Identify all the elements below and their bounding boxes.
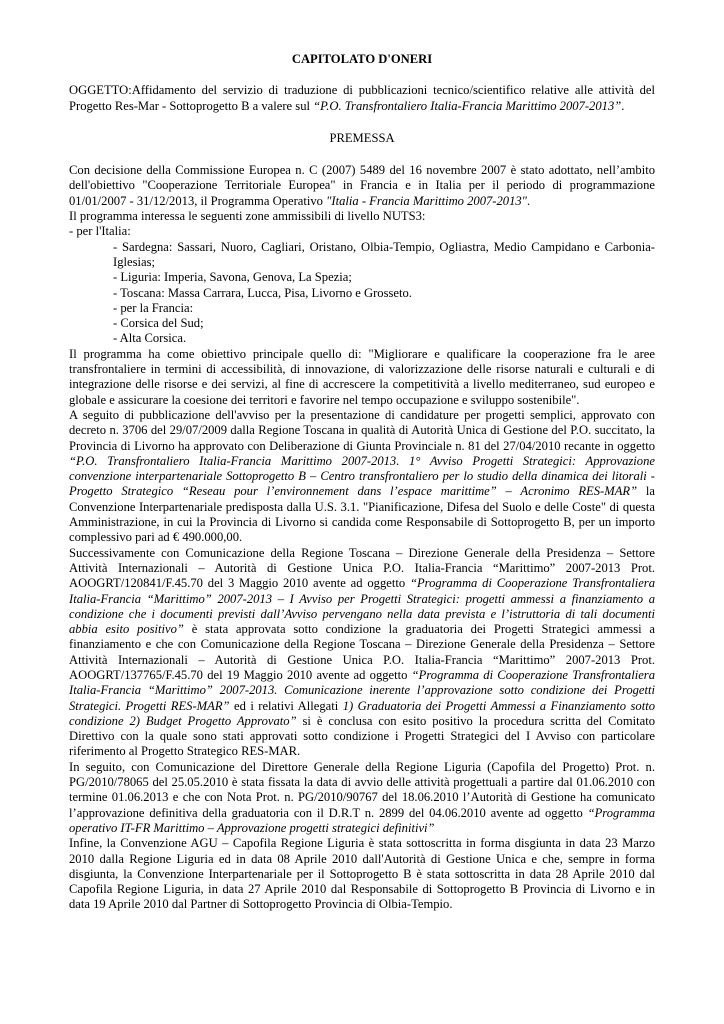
oggetto-text: Affidamento del servizio di traduzione di pubblicazioni tecnico/scientifico relative alle attività del Progetto Res-Mar - Sottoprogetto B a valere sul [69,83,655,113]
per-italia: - per l'Italia: [69,224,131,239]
succ-text-e: ed i relativi Allegati [229,698,343,713]
list-item: - Corsica del Sud; [113,316,204,331]
succ-italic-b: “Programma di Cooperazione Transfrontaliera Italia-Francia “Marittimo” 2007-2013 – I Avviso per Progetti Strategici: progetti ammessi a finanziamento a condizione che i documenti previsti dall’Avviso pervengano nella data prevista e l’istruttoria di tali documenti abbia esito positivo” [69,576,656,637]
avviso-text-c: la Convenzione Interpartenariale predisposta dalla U.S. 3.1. "Pianificazione, Difesa del Suolo e delle Coste" di questa Amministrazione, in cui la Provincia di Livorno si candida come Responsabile di Sottoprogetto B, per un importo complessivo pari ad € 490.000,00. [69,484,655,545]
premessa-heading: PREMESSA [329,130,395,145]
intro-end: . [526,193,531,208]
succ-text-g: si è conclusa con esito positivo la procedura scritta del Comitato Direttivo con la quale sono stati approvati sotto condizione i Progetti Strategici del I Avviso con particolare riferimento al Progetto Strategico RES-MAR. [69,713,655,759]
obiettivo-paragraph: Il programma ha come obiettivo principale quello di: "Migliorare e qualificare la cooperazione fra le aree transfrontaliere in termini di accessibilità, di innovazione, di valorizzazione delle risorse naturali e culturali e di integrazione delle risorse e dei servizi, al fine di accrescere la competitività a livello mediterraneo, sud europeo e globale e assicurare la coesione dei territori e favorire nel tempo occupazione e sviluppo sostenibile". [69,346,655,407]
liguria-text-a: In seguito, con Comunicazione del Direttore Generale della Regione Liguria (Capofila del Progetto) Prot. n. PG/2010/78065 del 25.05.2010 è stata fissata la data di avvio delle attività progettuali a partire dal 01.06.2010 con termine 01.06.2013 e che con Nota Prot. n. PG/2010/90767 del 18.06.2010 l’Autorità di Gestione ha comunicato l’approvazione definitiva della graduatoria con il D.R.T n. 2899 del 04.06.2010 avente ad oggetto [69,759,655,820]
avviso-text-a: A seguito di pubblicazione dell'avviso per la presentazione di candidature per progetti semplici, approvato con decreto n. 3706 del 29/07/2009 dalla Regione Toscana in qualità di Autorità Unica di Gestione del P.O. succitato, la Provincia di Livorno ha approvato con Deliberazione di Giunta Provinciale n. 81 del 27/04/2010 recante in oggetto [69,407,655,453]
list-item: - Alta Corsica. [113,331,187,346]
list-item: - Toscana: Massa Carrara, Lucca, Pisa, Livorno e Grosseto. [113,285,412,300]
succ-italic-d: “Programma di Cooperazione Transfrontaliera Italia-Francia “Marittimo” 2007-2013. Comunicazione inerente l’approvazione sotto condizione dei Progetti Strategici. Progetti RES-MAR” [69,667,656,713]
convenzione-paragraph: Infine, la Convenzione AGU – Capofila Regione Liguria è stata sottoscritta in forma disgiunta in data 23 Marzo 2010 dalla Regione Liguria ed in data 08 Aprile 2010 dall'Autorità di Gestione Unica e che, sempre in forma disgiunta, la Convenzione Interpartenariale per il Sottoprogetto B è stata sottoscritta in data 28 Aprile 2010 dal Capofila Regione Liguria, in data 27 Aprile 2010 dal Responsabile di Sottoprogetto B Provincia di Livorno e in data 19 Aprile 2010 dal Partner di Sottoprogetto Provincia di Olbia-Tempio. [69,836,655,912]
document-title: CAPITOLATO D'ONERI [291,52,433,66]
succ-italic-f: 1) Graduatoria dei Progetti Ammessi a Finanziamento sotto condizione 2) Budget Progetto Approvato” [69,698,655,728]
list-item: - per la Francia: [113,300,194,315]
list-item: - Sardegna: Sassari, Nuoro, Cagliari, Oristano, Olbia-Tempio, Ogliastra, Medio Campidano e Carbonia-Iglesias; [113,239,655,269]
succ-text-c: è stata approvata sotto condizione la graduatoria dei Progetti Strategici ammessi a finanziamento e che con Comunicazione della Regione Toscana – Direzione Generale della Presidenza – Settore Attività Internazionali – Autorità di Gestione Unica P.O. Italia-Francia “Marittimo” 2007-2013 Prot. AOOGRT/137765/F.45.70 del 19 Maggio 2010 avente ad oggetto [69,622,655,682]
oggetto-italic: “P.O. Transfrontaliero Italia-Francia Marittimo 2007-2013” [313,98,622,113]
oggetto-label: OGGETTO: [69,83,132,98]
intro-italic: "Italia - Francia Marittimo 2007-2013" [326,193,527,208]
intro-text: Con decisione della Commissione Europea n. C (2007) 5489 del 16 novembre 2007 è stato adottato, nell’ambito dell'obiettivo "Cooperazione Territoriale Europea" in Francia e in Italia per il periodo di programmazione 01/01/2007 - 31/12/2013, il Programma Operativo [69,163,655,208]
avviso-italic-b: “P.O. Transfrontaliero Italia-Francia Marittimo 2007-2013. 1° Avviso Progetti Strategici: Approvazione convenzione interpartenariale Sottoprogetto B – Centro transfrontaliero per lo studio della dinamica dei litorali - Progetto Strategico “Reseau pour l’environnement dans l’espace marittime” – Acronimo RES-MAR” [69,453,655,499]
avviso-paragraph [69,408,655,546]
list-item: - Liguria: Imperia, Savona, Genova, La Spezia; [113,270,352,285]
oggetto-end: . [621,98,625,113]
zones-list [69,240,655,347]
liguria-italic-b: “Programma operativo IT-FR Marittimo – Approvazione progetti strategici definitivi” [69,805,655,835]
zone-intro: Il programma interessa le seguenti zone ammissibili di livello NUTS3: [69,209,426,224]
liguria-paragraph [69,760,655,836]
successivamente-paragraph [69,546,655,760]
oggetto-paragraph [69,83,655,114]
intro-paragraph [69,163,655,209]
succ-text-a: Successivamente con Comunicazione della Regione Toscana – Direzione Generale della Presidenza – Settore Attività Internazionali – Autorità di Gestione Unica P.O. Italia-Francia “Marittimo” 2007-2013 Prot. AOOGRT/120841/F.45.70 del 3 Maggio 2010 avente ad oggetto [69,545,655,591]
